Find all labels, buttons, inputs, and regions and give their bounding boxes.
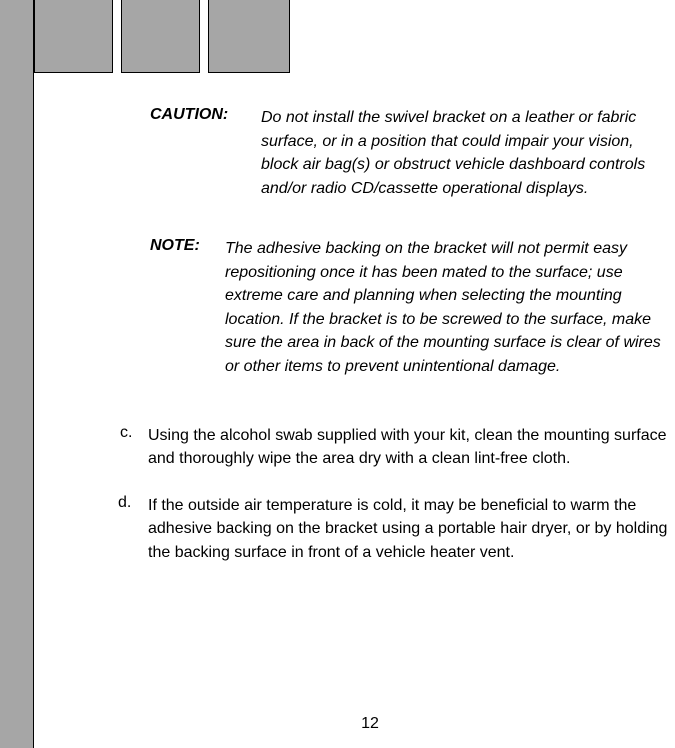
- step-c-letter: c.: [120, 424, 133, 441]
- caution-label: CAUTION:: [150, 106, 229, 123]
- page-number: 12: [361, 715, 379, 732]
- header-tab-3: [208, 0, 290, 73]
- header-tab-1: [34, 0, 113, 73]
- margin-tab-bar: [0, 0, 34, 748]
- step-c-text: Using the alcohol swab supplied with your kit, clean the mounting surface and thoroughly wipe the area dry with a clean lint-free cloth.: [148, 427, 667, 468]
- note-label: NOTE:: [150, 237, 200, 254]
- note-text: The adhesive backing on the bracket will not permit easy repositioning once it has been mated to the surface; use extreme care and planning when selecting the mounting location. If the bracket is to be screwed to the surface, make sure the area in back of the mounting surface is clear of wires or other items to prevent unintentional damage.: [225, 240, 661, 375]
- caution-text: Do not install the swivel bracket on a leather or fabric surface, or in a position that could impair your vision, block air bag(s) or obstruct vehicle dashboard controls and/or radio CD/cassette operational displays.: [261, 109, 646, 197]
- step-d-letter: d.: [118, 494, 132, 511]
- header-tab-2: [121, 0, 200, 73]
- step-d-text: If the outside air temperature is cold, it may be beneficial to warm the adhesive backing on the bracket using a portable hair dryer, or by holding the backing surface in front of a vehicle heater vent.: [148, 497, 668, 561]
